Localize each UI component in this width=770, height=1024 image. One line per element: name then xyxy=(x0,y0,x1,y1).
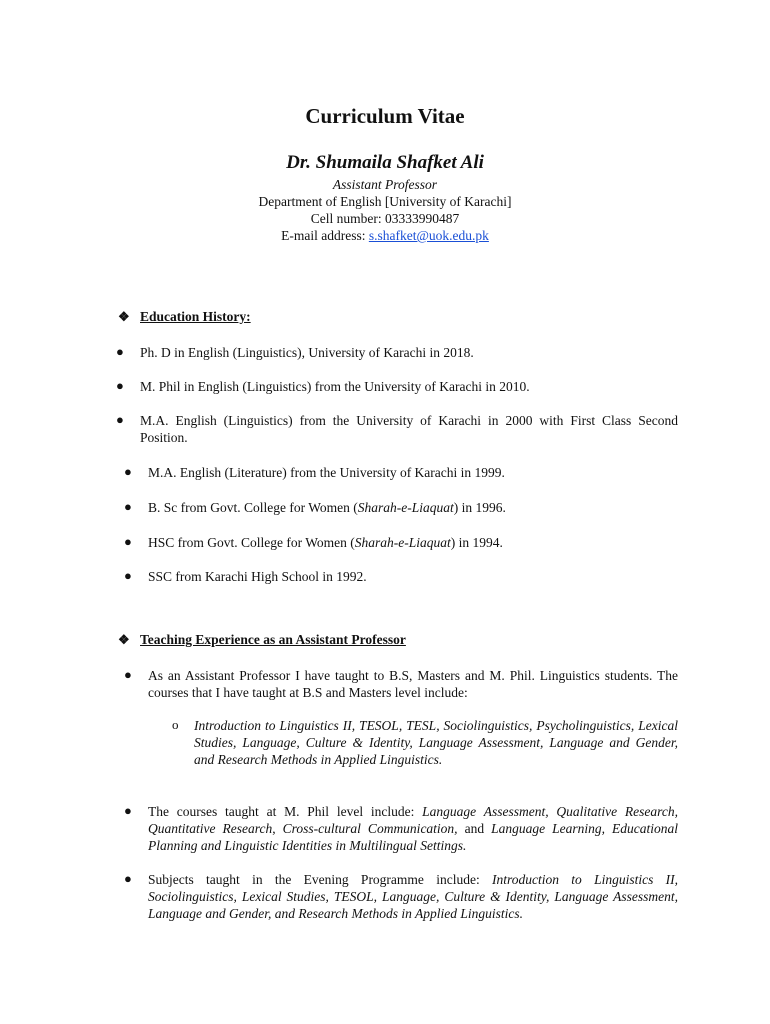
email-label: E-mail address: xyxy=(281,228,369,243)
education-item: M.A. English (Literature) from the University of Karachi in 1999. xyxy=(148,465,505,480)
bullet-icon: ● xyxy=(124,534,132,549)
evening-courses xyxy=(148,871,678,922)
bullet-icon: ● xyxy=(116,412,124,427)
circle-bullet-icon: o xyxy=(172,717,179,732)
education-item xyxy=(148,534,678,551)
teaching-heading xyxy=(118,632,406,648)
evening-course-list: Introduction to Linguistics II, Sociolinguistics, Lexical Studies, TESOL, Language, Culture & Identity, Language Assessment, Language and Gender, and Research Methods in Applied Linguistics. xyxy=(148,872,678,921)
bullet-icon: ● xyxy=(124,803,132,818)
education-heading xyxy=(118,309,251,325)
bullet-icon: ● xyxy=(124,667,132,682)
person-name: Dr. Shumaila Shafket Ali xyxy=(286,152,484,173)
hsc-tail: ) in 1994. xyxy=(450,535,503,550)
mphil-sep2: and xyxy=(457,821,492,836)
hsc-text: HSC from Govt. College for Women ( xyxy=(148,535,355,550)
education-item: M. Phil in English (Linguistics) from the University of Karachi in 2010. xyxy=(140,379,530,394)
bullet-icon: ● xyxy=(124,464,132,479)
mphil-courses xyxy=(148,803,678,854)
bs-courses: Introduction to Linguistics II, TESOL, TESL, Sociolinguistics, Psycholinguistics, Lexical Studies, Language, Culture & Identity, Language Assessment, Language and Gender, and Research Methods in Applied Linguistics. xyxy=(194,718,678,767)
job-title: Assistant Professor xyxy=(332,177,438,192)
diamond-bullet-icon: ❖ xyxy=(118,309,130,324)
bullet-icon: ● xyxy=(124,871,132,886)
mphil-sep1: , xyxy=(272,821,283,836)
document-title: Curriculum Vitae xyxy=(305,104,465,128)
hsc-place: Sharah-e-Liaquat xyxy=(354,535,451,550)
education-item: M.A. English (Linguistics) from the University of Karachi in 2000 with First Class Second Position. xyxy=(140,413,678,445)
teaching-heading-text: Teaching Experience as an Assistant Professor xyxy=(140,632,406,647)
evening-prefix: Subjects taught in the Evening Programme include: xyxy=(148,872,492,887)
education-item: SSC from Karachi High School in 1992. xyxy=(148,569,367,584)
contact-block xyxy=(0,176,770,244)
bullet-icon: ● xyxy=(116,378,124,393)
mphil-courses-a: Language Assessment, Qualitative Research, Quantitative Research xyxy=(148,804,678,836)
mphil-courses-c: Language Learning, Educational Planning and Linguistic Identities in Multilingual Settings. xyxy=(148,821,679,853)
bsc-place: Sharah-e-Liaquat xyxy=(357,500,454,515)
bsc-tail: ) in 1996. xyxy=(453,500,506,515)
education-item: Ph. D in English (Linguistics), University of Karachi in 2018. xyxy=(140,345,474,360)
diamond-bullet-icon: ❖ xyxy=(118,632,130,647)
education-item xyxy=(148,499,678,516)
department: Department of English [University of Karachi] xyxy=(258,194,512,209)
teaching-intro: As an Assistant Professor I have taught to B.S, Masters and M. Phil. Linguistics students. The courses that I have taught at B.S and Masters level include: xyxy=(148,668,678,700)
email-link[interactable]: s.shafket@uok.edu.pk xyxy=(368,228,489,243)
bullet-icon: ● xyxy=(124,568,132,583)
mphil-prefix: The courses taught at M. Phil level include: xyxy=(148,804,423,819)
bullet-icon: ● xyxy=(124,499,132,514)
bullet-icon: ● xyxy=(116,344,124,359)
education-heading-text: Education History: xyxy=(140,309,251,324)
bsc-text: B. Sc from Govt. College for Women ( xyxy=(148,500,358,515)
email-line xyxy=(0,227,770,244)
mphil-courses-b: Cross-cultural Communication, xyxy=(282,821,458,836)
cell-number: Cell number: 03333990487 xyxy=(310,211,460,226)
